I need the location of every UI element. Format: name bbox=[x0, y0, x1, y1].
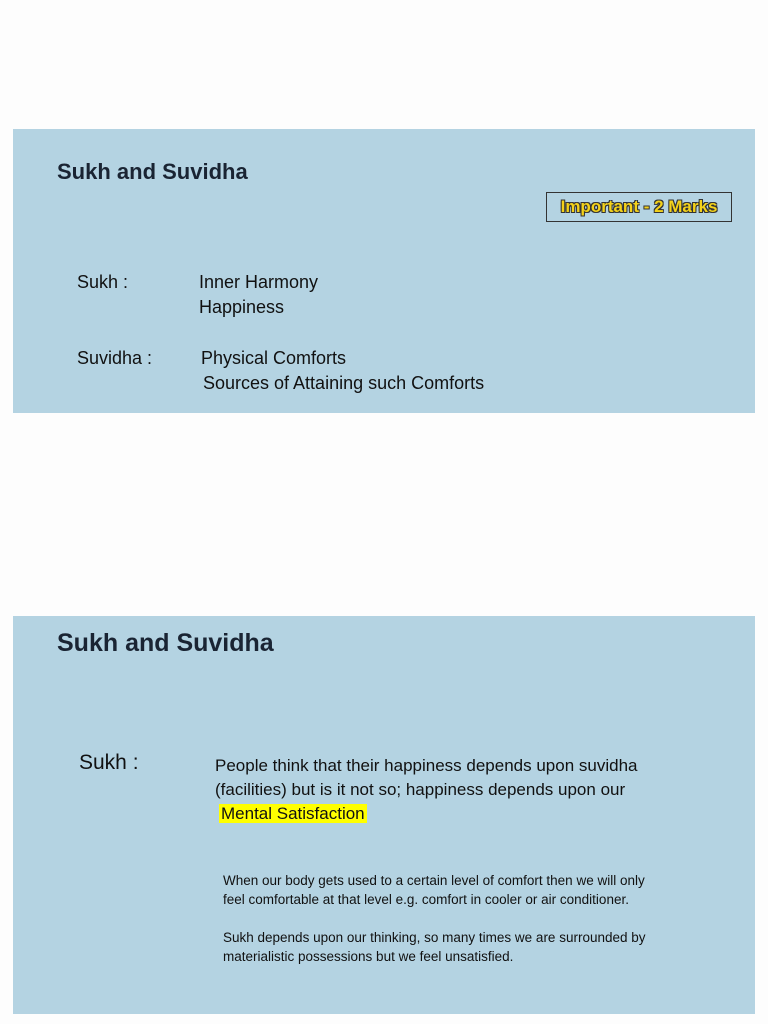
suvidha-definition: Physical Comforts bbox=[201, 348, 347, 368]
note-line: materialistic possessions but we feel unsatisfied. bbox=[223, 949, 514, 964]
suvidha-term: Suvidha : bbox=[77, 348, 153, 368]
sukh-term: Sukh : bbox=[79, 751, 139, 774]
note-line: When our body gets used to a certain level of comfort then we will only bbox=[223, 873, 645, 888]
highlighted-phrase: Mental Satisfaction bbox=[221, 804, 365, 823]
slide-1-title: Sukh and Suvidha bbox=[57, 159, 248, 184]
sukh-explanation bbox=[215, 754, 715, 826]
note-line: feel comfortable at that level e.g. comfort in cooler or air conditioner. bbox=[223, 892, 629, 907]
slide-2 bbox=[13, 616, 755, 1014]
sukh-definition: Happiness bbox=[199, 297, 285, 317]
important-badge: Important - 2 Marks bbox=[546, 192, 732, 222]
suvidha-definition: Sources of Attaining such Comforts bbox=[203, 373, 485, 393]
note-paragraph bbox=[223, 871, 703, 909]
slide-1 bbox=[13, 129, 755, 413]
note-line: Sukh depends upon our thinking, so many times we are surrounded by bbox=[223, 930, 646, 945]
explanation-line: People think that their happiness depends upon suvidha bbox=[215, 756, 638, 775]
note-paragraph bbox=[223, 928, 703, 966]
slide-2-title: Sukh and Suvidha bbox=[57, 629, 274, 657]
sukh-term: Sukh : bbox=[77, 272, 129, 292]
sukh-definition: Inner Harmony bbox=[199, 272, 319, 292]
explanation-line: (facilities) but is it not so; happiness depends upon our bbox=[215, 780, 626, 799]
